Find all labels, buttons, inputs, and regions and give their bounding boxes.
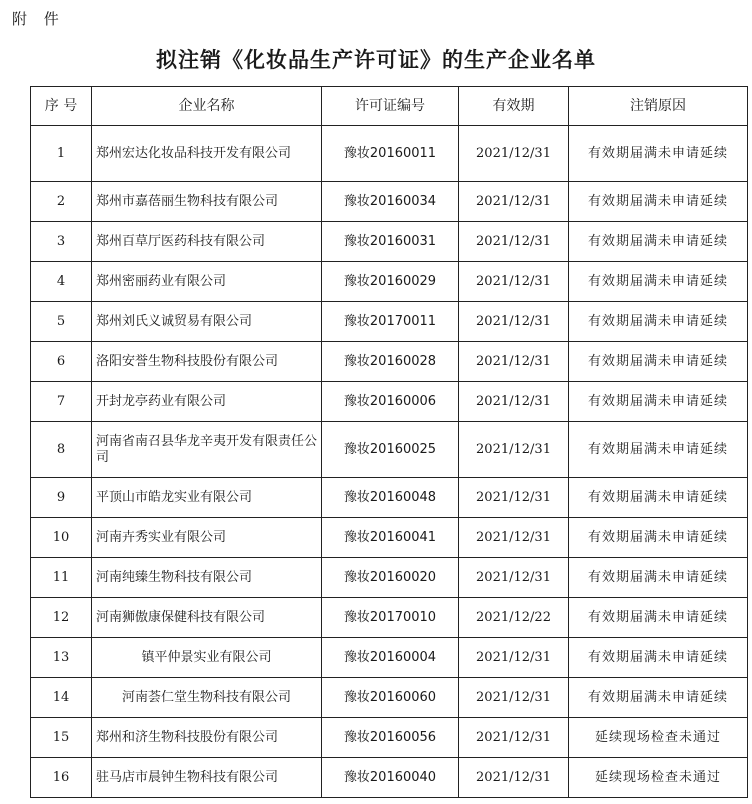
table-row: [31, 678, 748, 718]
table-row: [31, 262, 748, 302]
row-company: 郑州宏达化妆品科技开发有限公司: [92, 126, 322, 182]
row-valid: 2021/12/31: [459, 182, 569, 222]
row-company: 郑州刘氏义诚贸易有限公司: [92, 302, 322, 342]
row-reason: 有效期届满未申请延续: [569, 518, 748, 558]
row-company: 平顶山市皓龙实业有限公司: [92, 478, 322, 518]
row-no: 7: [31, 382, 92, 422]
row-license: 豫妆20160031: [322, 222, 459, 262]
row-valid: 2021/12/31: [459, 126, 569, 182]
row-no: 6: [31, 342, 92, 382]
row-valid: 2021/12/31: [459, 302, 569, 342]
row-no: 16: [31, 758, 92, 798]
row-license: 豫妆20160029: [322, 262, 459, 302]
table-row: [31, 422, 748, 478]
row-reason: 延续现场检查未通过: [569, 718, 748, 758]
row-reason: 有效期届满未申请延续: [569, 478, 748, 518]
table-row: [31, 718, 748, 758]
table-row: [31, 222, 748, 262]
row-no: 15: [31, 718, 92, 758]
row-reason: 有效期届满未申请延续: [569, 422, 748, 478]
row-valid: 2021/12/31: [459, 422, 569, 478]
table-row: [31, 302, 748, 342]
table-row: [31, 126, 748, 182]
row-company: 郑州百草厅医药科技有限公司: [92, 222, 322, 262]
row-company: 郑州密丽药业有限公司: [92, 262, 322, 302]
row-reason: 有效期届满未申请延续: [569, 382, 748, 422]
row-license: 豫妆20170011: [322, 302, 459, 342]
table-row: [31, 182, 748, 222]
row-company: 镇平仲景实业有限公司: [92, 638, 322, 678]
row-company: 河南卉秀实业有限公司: [92, 518, 322, 558]
page-title: 拟注销《化妆品生产许可证》的生产企业名单: [156, 48, 596, 72]
column-header-valid: 有效期: [459, 87, 569, 126]
row-license: 豫妆20160004: [322, 638, 459, 678]
column-header-company: 企业名称: [92, 87, 322, 126]
row-valid: 2021/12/31: [459, 382, 569, 422]
row-valid: 2021/12/31: [459, 262, 569, 302]
row-valid: 2021/12/22: [459, 598, 569, 638]
row-reason: 有效期届满未申请延续: [569, 678, 748, 718]
row-no: 4: [31, 262, 92, 302]
row-company: 河南荟仁堂生物科技有限公司: [92, 678, 322, 718]
row-no: 3: [31, 222, 92, 262]
row-valid: 2021/12/31: [459, 638, 569, 678]
row-company: 河南狮傲康保健科技有限公司: [92, 598, 322, 638]
row-license: 豫妆20160028: [322, 342, 459, 382]
table-row: [31, 558, 748, 598]
row-reason: 有效期届满未申请延续: [569, 598, 748, 638]
company-list-table: [30, 86, 748, 798]
row-license: 豫妆20170010: [322, 598, 459, 638]
row-valid: 2021/12/31: [459, 222, 569, 262]
row-reason: 有效期届满未申请延续: [569, 126, 748, 182]
row-reason: 有效期届满未申请延续: [569, 342, 748, 382]
row-reason: 有效期届满未申请延续: [569, 558, 748, 598]
row-no: 10: [31, 518, 92, 558]
row-valid: 2021/12/31: [459, 342, 569, 382]
attachment-label: 附 件: [12, 10, 65, 28]
row-no: 13: [31, 638, 92, 678]
row-no: 8: [31, 422, 92, 478]
row-company: 驻马店市晨钟生物科技有限公司: [92, 758, 322, 798]
table-row: [31, 518, 748, 558]
row-license: 豫妆20160006: [322, 382, 459, 422]
row-no: 12: [31, 598, 92, 638]
column-header-no: 序 号: [31, 87, 92, 126]
row-no: 14: [31, 678, 92, 718]
row-no: 2: [31, 182, 92, 222]
row-company: 郑州和济生物科技股份有限公司: [92, 718, 322, 758]
row-no: 9: [31, 478, 92, 518]
row-license: 豫妆20160034: [322, 182, 459, 222]
table-row: [31, 478, 748, 518]
column-header-license: 许可证编号: [322, 87, 459, 126]
table-row: [31, 342, 748, 382]
row-no: 1: [31, 126, 92, 182]
row-valid: 2021/12/31: [459, 678, 569, 718]
row-license: 豫妆20160040: [322, 758, 459, 798]
row-license: 豫妆20160020: [322, 558, 459, 598]
row-company: 开封龙亭药业有限公司: [92, 382, 322, 422]
row-no: 5: [31, 302, 92, 342]
column-header-reason: 注销原因: [569, 87, 748, 126]
row-valid: 2021/12/31: [459, 518, 569, 558]
row-reason: 有效期届满未申请延续: [569, 222, 748, 262]
row-license: 豫妆20160048: [322, 478, 459, 518]
row-license: 豫妆20160060: [322, 678, 459, 718]
row-reason: 延续现场检查未通过: [569, 758, 748, 798]
row-valid: 2021/12/31: [459, 558, 569, 598]
row-valid: 2021/12/31: [459, 758, 569, 798]
row-valid: 2021/12/31: [459, 718, 569, 758]
row-license: 豫妆20160041: [322, 518, 459, 558]
row-company: 郑州市嘉蓓丽生物科技有限公司: [92, 182, 322, 222]
row-license: 豫妆20160056: [322, 718, 459, 758]
table-header-row: [31, 87, 748, 126]
table-row: [31, 638, 748, 678]
row-company: 河南纯臻生物科技有限公司: [92, 558, 322, 598]
row-reason: 有效期届满未申请延续: [569, 182, 748, 222]
row-reason: 有效期届满未申请延续: [569, 302, 748, 342]
row-valid: 2021/12/31: [459, 478, 569, 518]
row-reason: 有效期届满未申请延续: [569, 638, 748, 678]
table-row: [31, 382, 748, 422]
table-row: [31, 598, 748, 638]
row-company: 洛阳安誉生物科技股份有限公司: [92, 342, 322, 382]
row-company: 河南省南召县华龙辛夷开发有限责任公司: [92, 422, 322, 478]
row-license: 豫妆20160011: [322, 126, 459, 182]
row-license: 豫妆20160025: [322, 422, 459, 478]
row-reason: 有效期届满未申请延续: [569, 262, 748, 302]
table-row: [31, 758, 748, 798]
row-no: 11: [31, 558, 92, 598]
